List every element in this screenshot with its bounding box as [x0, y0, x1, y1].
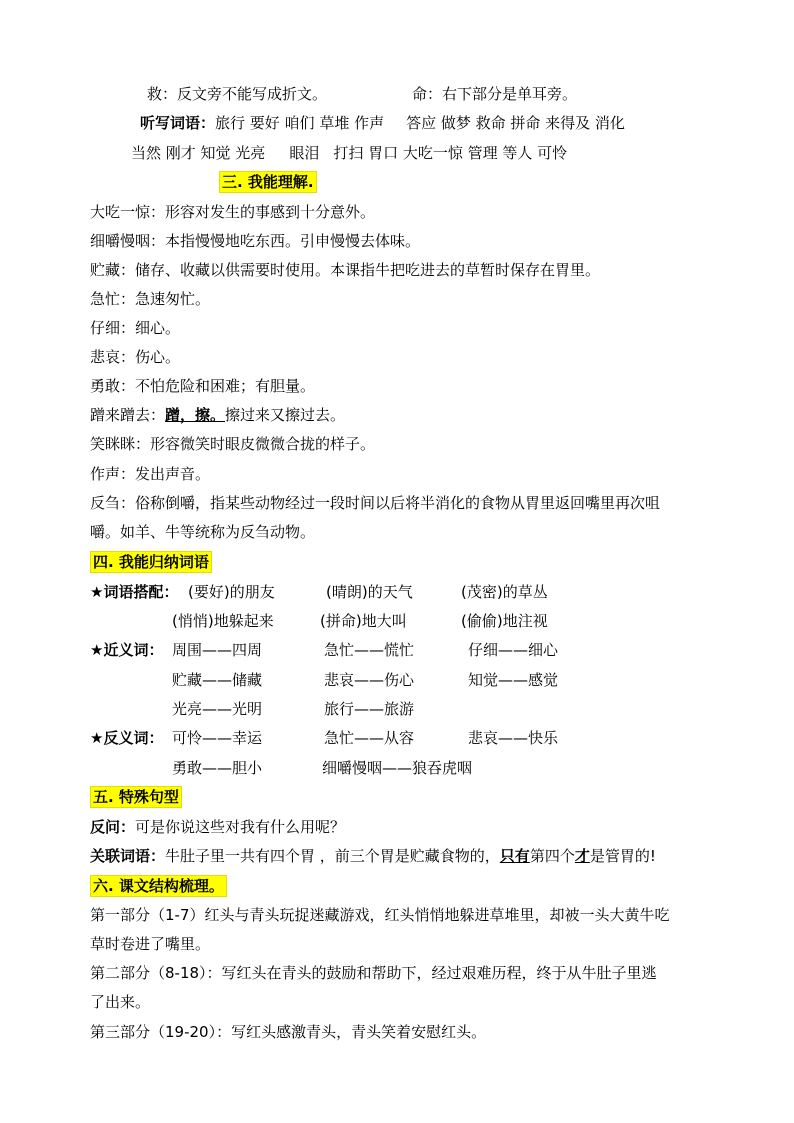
collocation-label: ★词语搭配： — [90, 583, 179, 601]
linking-words-sentence: 关联词语：牛肚子里一共有四个胃 ，前三个胃是贮藏食物的，只有第四个才是管胃的! — [90, 847, 656, 865]
collocation-item: (偷偷)地注视 — [461, 612, 548, 630]
dictation-words-1a: 旅行 要好 咱们 草堆 作声 — [215, 114, 385, 132]
collocation-item: (要好)的朋友 — [188, 583, 275, 601]
synonym-pair: 光亮——光明 — [172, 700, 263, 718]
dictation-words-2c: 打扫 胃口 大吃一惊 管理 等人 可怜 — [333, 144, 568, 162]
structure-part-2-cont: 了出来。 — [90, 993, 151, 1011]
structure-part-1: 第一部分（1-7）红头与青头玩捉迷藏游戏，红头悄悄地躲进草堆里，却被一头大黄牛吃 — [90, 906, 670, 924]
synonym-label: ★近义词： — [90, 641, 164, 659]
definition-item-fanchu: 反刍：俗称倒嚼，指某些动物经过一段时间以后将半消化的食物从胃里返回嘴里再次咀 — [90, 494, 661, 512]
antonym-pair: 悲哀——快乐 — [468, 729, 559, 747]
synonym-pair: 贮藏——储藏 — [172, 671, 263, 689]
collocation-item: (茂密)的草丛 — [461, 583, 548, 601]
dictation-label: 听写词语： — [140, 114, 216, 132]
definition-item-ceng: 蹭来蹭去：蹭，擦。擦过来又擦过去。 — [90, 406, 346, 424]
synonym-pair: 仔细——细心 — [468, 641, 559, 659]
section-6-title: 六. 课文结构梳理。 — [90, 876, 227, 898]
synonym-pair: 悲哀——伤心 — [324, 671, 415, 689]
definition-item: 大吃一惊：形容对发生的事感到十分意外。 — [90, 203, 376, 221]
definition-item: 细嚼慢咽：本指慢慢地吃东西。引申慢慢去体味。 — [90, 232, 421, 250]
definition-item: 作声：发出声音。 — [90, 465, 211, 483]
dictation-words-2b: 眼泪 — [289, 144, 320, 162]
collocation-item: (晴朗)的天气 — [326, 583, 413, 601]
definition-item: 勇敢：不怕危险和困难；有胆量。 — [90, 377, 316, 395]
collocation-item: (悄悄)地躲起来 — [172, 612, 274, 630]
definition-item-fanchu-cont: 嚼。如羊、牛等统称为反刍动物。 — [90, 523, 316, 541]
linking-word-cai: 才 — [574, 847, 590, 865]
synonym-pair: 周围——四周 — [172, 641, 263, 659]
definition-item: 急忙：急速匆忙。 — [90, 290, 211, 308]
section-5-title: 五. 特殊句型 — [90, 787, 182, 809]
definition-item: 仔细：细心。 — [90, 319, 181, 337]
section-4-title: 四. 我能归纳词语 — [90, 552, 212, 574]
collocation-item: (拼命)地大叫 — [320, 612, 407, 630]
linking-word-zhiyou: 只有 — [499, 847, 530, 865]
structure-part-3: 第三部分（19-20）：写红头感激青头，青头笑着安慰红头。 — [90, 1023, 487, 1041]
char-note-jiu: 救：反文旁不能写成折文。 — [147, 85, 328, 103]
synonym-pair: 知觉——感觉 — [468, 671, 559, 689]
antonym-label: ★反义词： — [90, 729, 164, 747]
bold-underlined-characters: 蹭，擦。 — [165, 406, 226, 424]
antonym-pair: 勇敢——胆小 — [172, 759, 263, 777]
dictation-words-2a: 当然 刚才 知觉 光亮 — [131, 144, 266, 162]
definition-item: 笑眯眯：形容微笑时眼皮微微合拢的样子。 — [90, 435, 376, 453]
char-note-ming: 命：右下部分是单耳旁。 — [412, 85, 578, 103]
synonym-pair: 旅行——旅游 — [324, 700, 415, 718]
rhetorical-question: 反问：可是你说这些对我有什么用呢？ — [90, 818, 346, 836]
dictation-line-2 — [131, 143, 567, 165]
synonym-pair: 急忙——慌忙 — [324, 641, 415, 659]
antonym-pair: 急忙——从容 — [324, 729, 415, 747]
dictation-words-1b: 答应 做梦 救命 拼命 来得及 消化 — [406, 114, 625, 132]
section-3-title: 三. 我能理解. — [219, 172, 317, 194]
definition-item: 贮藏：储存、收藏以供需要时使用。本课指牛把吃进去的草暂时保存在胃里。 — [90, 261, 601, 279]
structure-part-2: 第二部分（8-18）：写红头在青头的鼓励和帮助下，经过艰难历程，终于从牛肚子里逃 — [90, 964, 657, 982]
dictation-line-1 — [140, 113, 625, 135]
definition-item: 悲哀：伤心。 — [90, 348, 181, 366]
antonym-pair: 细嚼慢咽——狼吞虎咽 — [322, 759, 473, 777]
structure-part-1-cont: 草时卷进了嘴里。 — [90, 935, 211, 953]
antonym-pair: 可怜——幸运 — [172, 729, 263, 747]
